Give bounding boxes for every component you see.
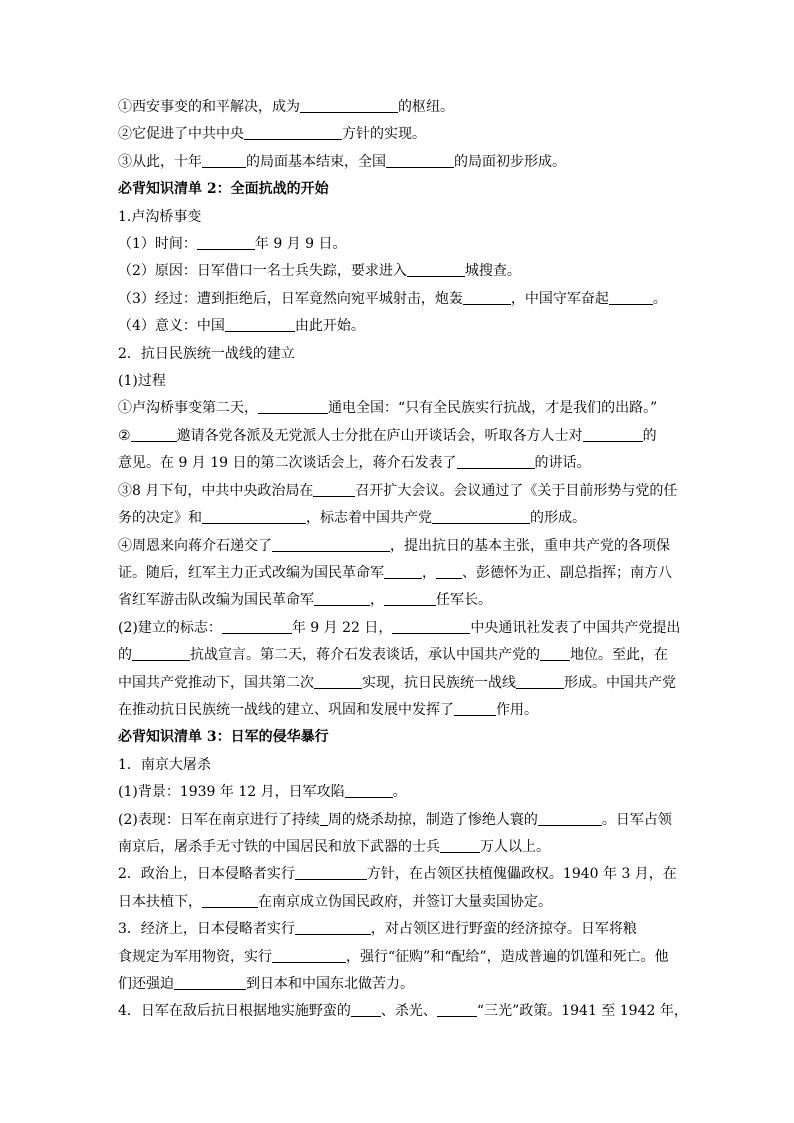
fill-in-blank <box>258 398 328 414</box>
text-segment: 在推动抗日民族统一战线的建立、巩固和发展中发挥了 <box>118 701 454 718</box>
fill-in-blank <box>463 289 511 305</box>
fill-in-blank <box>386 152 454 168</box>
fill-in-blank <box>440 837 480 853</box>
text-segment: 。日军占领 <box>601 811 672 828</box>
text-line <box>118 341 678 368</box>
text-segment: (2)表现：日军在南京进行了持续 <box>118 811 320 828</box>
text-segment: 通电全国：“只有全民族实行抗战，才是我们的出路。” <box>328 400 658 417</box>
text-segment: （1）时间： <box>118 236 197 253</box>
text-line <box>118 395 678 422</box>
fill-in-blank <box>454 700 496 716</box>
text-segment: 年 9 月 22 日， <box>291 619 393 636</box>
text-segment: 务的决定》和 <box>118 510 202 527</box>
section-heading <box>118 176 678 203</box>
text-segment: 3．经济上，日本侵略者实行 <box>118 921 295 938</box>
fill-in-blank <box>351 1001 381 1017</box>
text-line <box>118 779 678 806</box>
text-segment: 到日本和中国东北做苦力。 <box>246 976 414 992</box>
text-line <box>118 807 678 834</box>
text-segment: 由此开始。 <box>294 318 365 335</box>
text-segment: 、彭德怀为正、副总指挥；南方八 <box>462 564 672 581</box>
fill-in-blank <box>384 563 422 579</box>
fill-in-blank <box>407 261 465 277</box>
text-segment: 任军长。 <box>436 592 492 609</box>
text-segment: ，强行“征购”和“配给”，造成普遍的饥馑和死亡。他 <box>346 948 669 965</box>
fill-in-blank <box>457 453 535 469</box>
text-segment: 1.卢沟桥事变 <box>118 208 202 225</box>
text-segment: 的 <box>118 647 132 664</box>
text-line <box>118 560 678 587</box>
text-segment: “三光”政策。1941 至 1942 年， <box>476 1003 688 1020</box>
fill-in-blank <box>295 864 367 880</box>
text-segment: 日本扶植下， <box>118 893 202 910</box>
section-heading <box>118 724 678 751</box>
text-line <box>118 533 678 560</box>
text-line <box>118 258 678 285</box>
text-line <box>118 423 678 450</box>
text-line <box>118 642 678 669</box>
text-segment: (1)过程 <box>118 373 166 390</box>
text-line <box>118 587 678 614</box>
fill-in-blank <box>314 673 362 689</box>
fill-in-blank <box>538 810 602 826</box>
text-segment: 周的烧杀劫掠，制造了惨绝人寰的 <box>327 811 538 828</box>
text-segment: 的局面初步形成。 <box>454 153 566 170</box>
text-segment: 的枢纽。 <box>398 99 454 115</box>
fill-in-blank <box>583 426 643 442</box>
fill-in-blank <box>300 97 398 113</box>
text-segment: 年 9 月 9 日。 <box>254 236 347 253</box>
text-segment: ，提出抗日的基本主张，重申共产党的各项保 <box>390 537 670 554</box>
fill-in-blank <box>345 782 393 798</box>
text-segment: ，中国守军奋起 <box>510 290 609 307</box>
text-segment: (1)背景：1939 年 12 月，日军攻陷 <box>118 784 345 801</box>
text-line <box>118 615 681 642</box>
fill-in-blank <box>222 618 292 634</box>
text-line <box>118 752 678 779</box>
text-line <box>118 944 678 971</box>
text-line <box>118 971 678 998</box>
text-segment: 作用。 <box>496 701 538 718</box>
text-line <box>118 834 678 861</box>
fill-in-blank <box>432 508 530 524</box>
text-line <box>118 861 678 888</box>
fill-in-blank <box>437 1001 477 1017</box>
fill-in-blank <box>384 590 436 606</box>
text-segment: ②它促进了中共中央 <box>118 126 244 143</box>
text-segment: 们还强迫 <box>118 976 174 992</box>
text-segment: 必背知识清单 3：日军的侵华暴行 <box>118 729 329 746</box>
text-segment: 中央通讯社发表了中国共产党提出 <box>470 619 681 636</box>
text-segment: 4．日军在敌后抗日根据地实施野蛮的 <box>118 1003 351 1020</box>
text-segment: 实现，抗日民族统一战线 <box>362 674 516 691</box>
fill-in-blank <box>202 892 258 908</box>
text-segment: 的局面基本结束，全国 <box>246 153 386 170</box>
text-segment: 2．抗日民族统一战线的建立 <box>118 345 295 362</box>
fill-in-blank <box>313 481 355 497</box>
text-segment: ， <box>422 564 436 581</box>
text-segment: 在南京成立伪国民政府，并签订大量卖国协定。 <box>258 893 552 910</box>
fill-in-blank <box>174 974 246 990</box>
text-line <box>118 204 678 231</box>
text-segment: 抗战宣言。第二天，蒋介石发表谈话，承认中国共产党的 <box>190 647 540 664</box>
text-segment: 2．政治上，日本侵略者实行 <box>118 866 295 883</box>
text-segment: 。 <box>652 290 667 307</box>
text-segment: ，对占领区进行野蛮的经济掠夺。日军将粮 <box>370 921 637 938</box>
text-segment: 食规定为军用物资，实行 <box>118 948 272 965</box>
text-line <box>118 94 678 121</box>
text-segment: 南京后，屠杀手无寸铁的中国居民和放下武器的士兵 <box>118 838 440 855</box>
text-segment: 城搜查。 <box>464 263 521 280</box>
fill-in-blank <box>320 810 328 826</box>
text-line <box>118 889 678 916</box>
text-segment: 。 <box>392 784 407 801</box>
document-body <box>118 94 688 1026</box>
fill-in-blank <box>202 508 306 524</box>
text-segment: （4）意义：中国 <box>118 318 225 335</box>
text-segment: 必背知识清单 2：全面抗战的开始 <box>118 181 329 198</box>
text-segment: ，标志着中国共产党 <box>306 510 432 527</box>
text-segment: (2)建立的标志： <box>118 619 222 636</box>
text-segment: 中国共产党推动下，国共第二次 <box>118 674 314 691</box>
text-line <box>118 368 678 395</box>
text-segment: 的 <box>642 427 657 444</box>
text-segment: ③8 月下旬，中共中央政治局在 <box>118 482 314 499</box>
text-line <box>118 450 678 477</box>
text-line <box>118 998 688 1025</box>
text-segment: 邀请各党各派及无党派人士分批在庐山开谈话会，听取各方人士对 <box>176 427 583 444</box>
fill-in-blank <box>225 316 295 332</box>
text-segment: ①西安事变的和平解决，成为 <box>118 99 300 115</box>
text-segment: 形成。中国共产党 <box>564 674 676 691</box>
fill-in-blank <box>131 426 177 442</box>
text-segment: 省红军游击队改编为国民革命军 <box>118 592 314 609</box>
fill-in-blank <box>609 289 653 305</box>
text-line <box>118 505 678 532</box>
text-segment: ①卢沟桥事变第二天， <box>118 400 258 417</box>
text-segment: 证。随后，红军主力正式改编为国民革命军 <box>118 564 384 581</box>
text-line <box>118 916 678 943</box>
fill-in-blank <box>197 234 255 250</box>
text-segment: 方针，在占领区扶植傀儡政权。1940 年 3 月，在 <box>366 866 677 883</box>
fill-in-blank <box>244 124 342 140</box>
text-segment: 、杀光、 <box>380 1003 437 1020</box>
text-segment: 的讲话。 <box>534 455 591 472</box>
text-segment: ③从此，十年 <box>118 153 202 170</box>
text-segment: ④周恩来向蒋介石递交了 <box>118 537 272 554</box>
fill-in-blank <box>516 673 564 689</box>
text-segment: 方针的实现。 <box>342 126 426 143</box>
text-segment: 地位。至此，在 <box>570 647 668 664</box>
text-segment: ② <box>118 427 131 444</box>
text-line <box>118 231 678 258</box>
text-segment: ， <box>370 592 384 609</box>
fill-in-blank <box>272 947 346 963</box>
text-segment: 的形成。 <box>530 510 586 527</box>
text-line <box>118 149 678 176</box>
fill-in-blank <box>436 563 462 579</box>
text-line <box>118 670 678 697</box>
text-segment: 万人以上。 <box>480 838 550 855</box>
fill-in-blank <box>132 645 190 661</box>
text-segment: 召开扩大会议。会议通过了《关于目前形势与党的任 <box>355 482 678 499</box>
text-segment: 1．南京大屠杀 <box>118 756 211 773</box>
fill-in-blank <box>202 152 246 168</box>
text-line <box>118 697 678 724</box>
fill-in-blank <box>392 618 470 634</box>
text-segment: （3）经过：遭到拒绝后，日军竟然向宛平城射击，炮轰 <box>118 290 463 307</box>
fill-in-blank <box>314 590 370 606</box>
fill-in-blank <box>295 919 371 935</box>
text-line <box>118 121 678 148</box>
fill-in-blank <box>272 536 390 552</box>
text-line <box>118 313 678 340</box>
text-segment: 意见。在 9 月 19 日的第二次谈话会上，蒋介石发表了 <box>118 455 457 472</box>
text-line <box>118 478 678 505</box>
text-line <box>118 286 678 313</box>
fill-in-blank <box>540 645 570 661</box>
text-segment: （2）原因：日军借口一名士兵失踪，要求进入 <box>118 263 407 280</box>
